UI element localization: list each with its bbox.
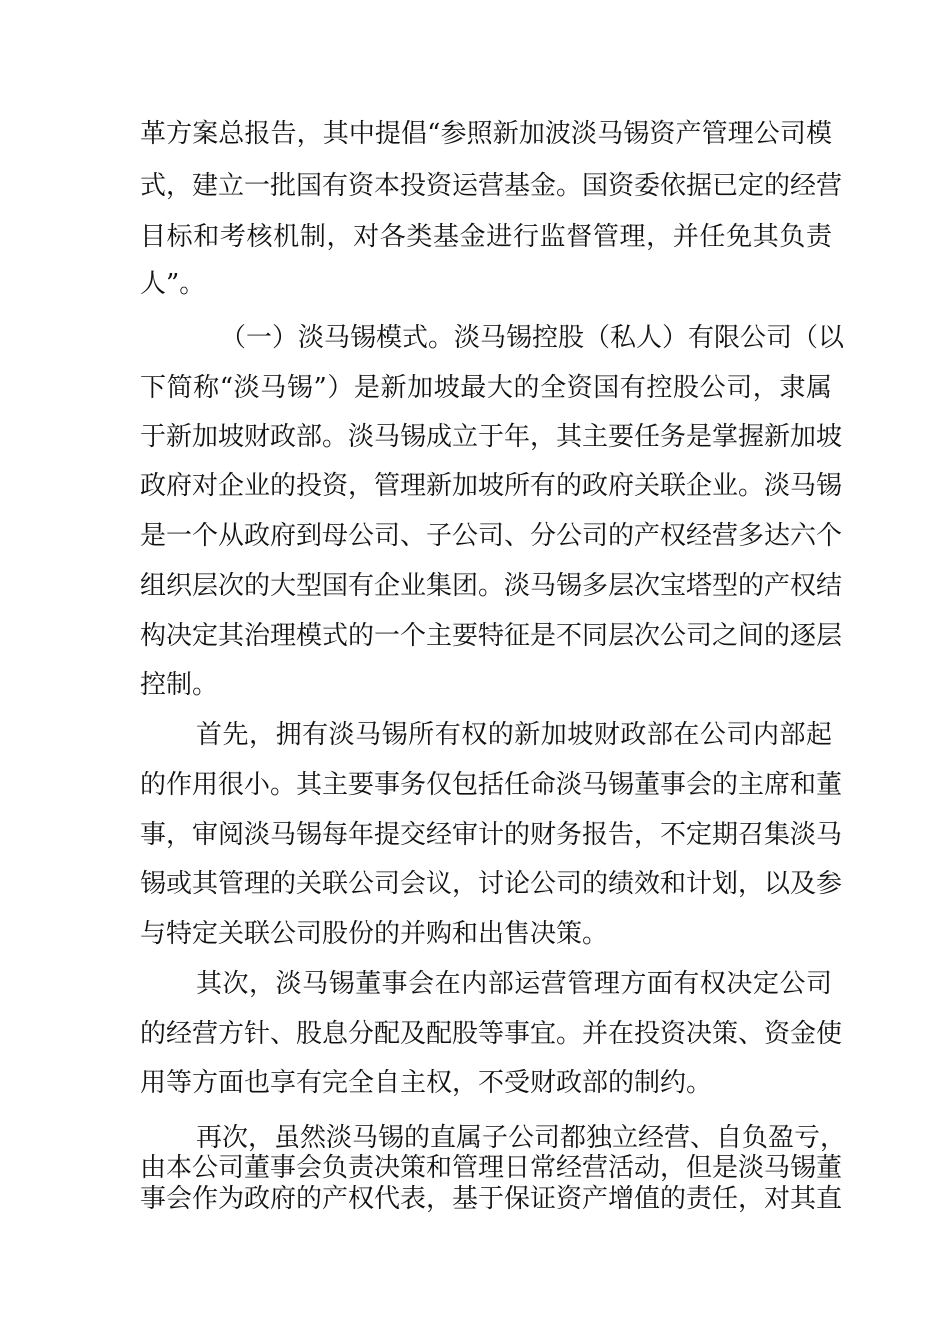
text-line: 与特定关联公司股份的并购和出售决策。 xyxy=(140,919,609,949)
text-line: 的经营方针、股息分配及配股等事宜。并在投资决策、资金使 xyxy=(140,1019,843,1049)
text-line: 再次，虽然淡马锡的直属子公司都独立经营、自负盈亏， xyxy=(196,1123,847,1153)
text-line: 首先，拥有淡马锡所有权的新加坡财政部在公司内部起 xyxy=(196,720,832,750)
text-line: 构决定其治理模式的一个主要特征是不同层次公司之间的逐层 xyxy=(140,621,843,651)
text-line: 是一个从政府到母公司、子公司、分公司的产权经营多达六个 xyxy=(140,521,843,551)
text-line: 目标和考核机制，对各类基金进行监督管理，并任免其负责 xyxy=(140,222,832,252)
text-line: （一）淡马锡模式。淡马锡控股（私人）有限公司（以 xyxy=(220,323,845,353)
text-line: 用等方面也享有完全自主权，不受财政部的制约。 xyxy=(140,1068,713,1098)
text-line: 人”。 xyxy=(140,269,206,299)
text-line: 事会作为政府的产权代表，基于保证资产增值的责任，对其直 xyxy=(140,1184,843,1214)
text-line: 式，建立一批国有资本投资运营基金。国资委依据已定的经营 xyxy=(140,171,843,201)
text-line: 其次，淡马锡董事会在内部运营管理方面有权决定公司 xyxy=(196,969,832,999)
text-line: 组织层次的大型国有企业集团。淡马锡多层次宝塔型的产权结 xyxy=(140,571,843,601)
text-line: 政府对企业的投资，管理新加坡所有的政府关联企业。淡马锡 xyxy=(140,471,843,501)
text-line: 锡或其管理的关联公司会议，讨论公司的绩效和计划，以及参 xyxy=(140,869,843,899)
text-line: 革方案总报告，其中提倡“参照新加波淡马锡资产管理公司模 xyxy=(140,119,832,149)
text-line: 控制。 xyxy=(140,670,219,700)
text-line: 于新加坡财政部。淡马锡成立于年，其主要任务是掌握新加坡 xyxy=(140,422,843,452)
text-line: 由本公司董事会负责决策和管理日常经营活动，但是淡马锡董 xyxy=(140,1153,843,1183)
text-line: 下简称“淡马锡”）是新加坡最大的全资国有控股公司，隶属 xyxy=(140,373,832,403)
text-line: 事，审阅淡马锡每年提交经审计的财务报告，不定期召集淡马 xyxy=(140,820,843,850)
text-line: 的作用很小。其主要事务仅包括任命淡马锡董事会的主席和董 xyxy=(140,770,843,800)
